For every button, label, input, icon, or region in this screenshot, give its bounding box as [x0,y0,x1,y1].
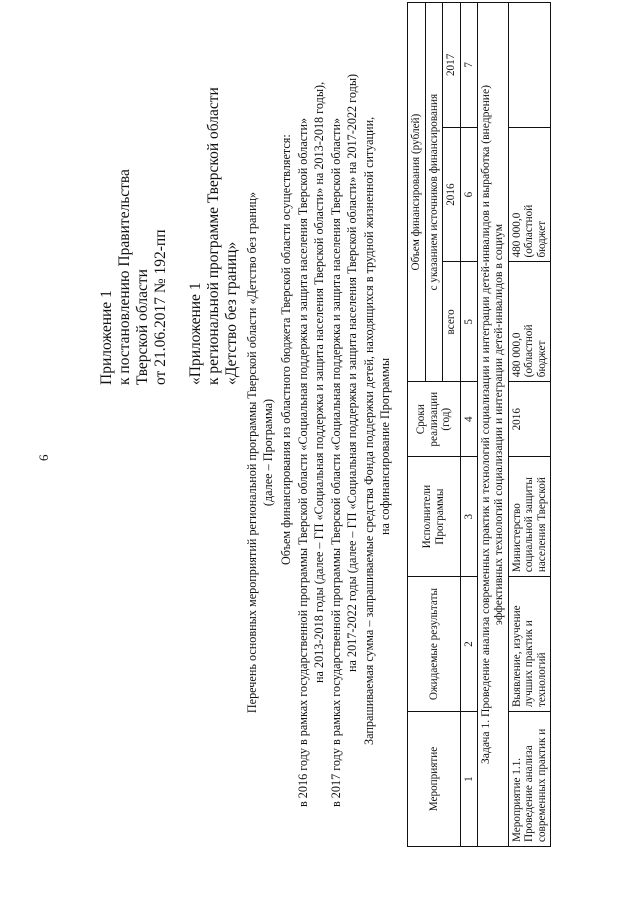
row-executors [508,457,551,577]
row-2017 [508,3,551,128]
header-results: Ожидаемые результаты [408,577,461,712]
header-funding [408,3,426,382]
row-total-line: (областной [523,324,536,378]
paragraph-line: на 2017-2022 годы (далее – ГП «Социальная поддержка и защита населения Тверской области» на 2017-2022 годы) [345,73,359,672]
task-1-cell [478,3,508,847]
header-2017: 2017 [443,3,461,128]
column-number: 7 [460,3,478,128]
row-total [508,262,551,382]
paragraph-line: Запрашиваемая сумма – запрашиваемые средства Фонда поддержки детей, находящихся в трудной жизненной ситуации, [362,116,376,745]
annex-program-line: «Приложение 1 [187,282,204,385]
annex-line: Тверской области [134,269,151,385]
annex-program-header [187,87,241,385]
row-executors-line: социальной защиты [523,477,536,573]
annex-program-line: к региональной программе Тверской области [205,87,222,385]
row-2016-line: бюджет [535,220,548,258]
column-number: 1 [460,712,478,847]
row-2016-line: (областной [523,204,536,258]
measures-table [407,2,551,847]
header-measure: Мероприятие [408,712,461,847]
row-measure-line: современных практик и [535,728,548,842]
row-results [508,577,551,712]
row-results-line: технологий [535,652,548,708]
annex-line: от 21.06.2017 № 192-пп [152,229,169,385]
header-executors: Исполнители Программы [408,457,461,577]
header-total: всего [443,262,461,382]
financing-intro: Объем финансирования из областного бюджета Тверской области осуществляется: [279,134,293,565]
row-measure-line: Мероприятие 1.1. [510,757,523,842]
row-results-line: Выявление, изучение [510,605,523,708]
header-terms: Сроки реализации (год) [408,382,461,457]
row-measure-line: Проведение анализа [523,745,536,842]
paragraph-line: на софинансирование Программы [378,357,392,535]
row-executors-line: населения Тверской [535,477,548,573]
annex-line: Приложение 1 [98,290,115,385]
row-2016-line: 480 000,0 [510,212,523,258]
document-title: Перечень основных мероприятий региональной программы Тверской области «Детство без границ» [245,191,259,714]
header-funding-label: Объем финансирования (рублей) [410,113,422,271]
task-1-line: эффективных технологий социализации и интеграции детей-инвалидов в социум [491,223,505,626]
column-number-row [460,3,478,847]
column-number: 4 [460,382,478,457]
header-2016: 2016 [443,127,461,262]
task-row [478,3,508,847]
annex-line: к постановлению Правительства [116,169,133,385]
annex-program-line: «Детство без границ» [223,241,240,385]
table-header-row [408,3,426,847]
task-1-line: Задача 1. Проведение анализа современных практик и технологий социализации и интеграции детей-инвалидов и выработка (внедрение) [479,84,493,765]
row-executors-line: Министерство [510,503,523,573]
row-term: 2016 [508,382,551,457]
annex-header [98,169,170,385]
paragraph-line: на 2013-2018 годы (далее – ГП «Социальная поддержка и защита населения Тверской области» на 2013-2018 годы), [312,81,326,683]
row-results-line: лучших практик и [523,620,536,708]
row-total-line: 480 000,0 [510,332,523,378]
row-total-line: бюджет [535,340,548,378]
table-row [508,3,551,847]
column-number: 5 [460,262,478,382]
column-number: 2 [460,577,478,712]
column-number: 6 [460,127,478,262]
column-number: 3 [460,457,478,577]
header-funding-sub: с указанием источников финансирования [425,3,443,382]
row-2016 [508,127,551,262]
row-measure [508,712,551,847]
paragraph-line: в 2017 году в рамках государственной программы Тверской области «Социальная поддержка и защита населения Тверской области» [329,117,343,807]
paragraph-line: в 2016 году в рамках государственной программы Тверской области «Социальная поддержка и защита населения Тверской области» [296,117,310,807]
document-subtitle: (далее – Программа) [261,398,275,507]
page-number: 6 [36,454,51,461]
